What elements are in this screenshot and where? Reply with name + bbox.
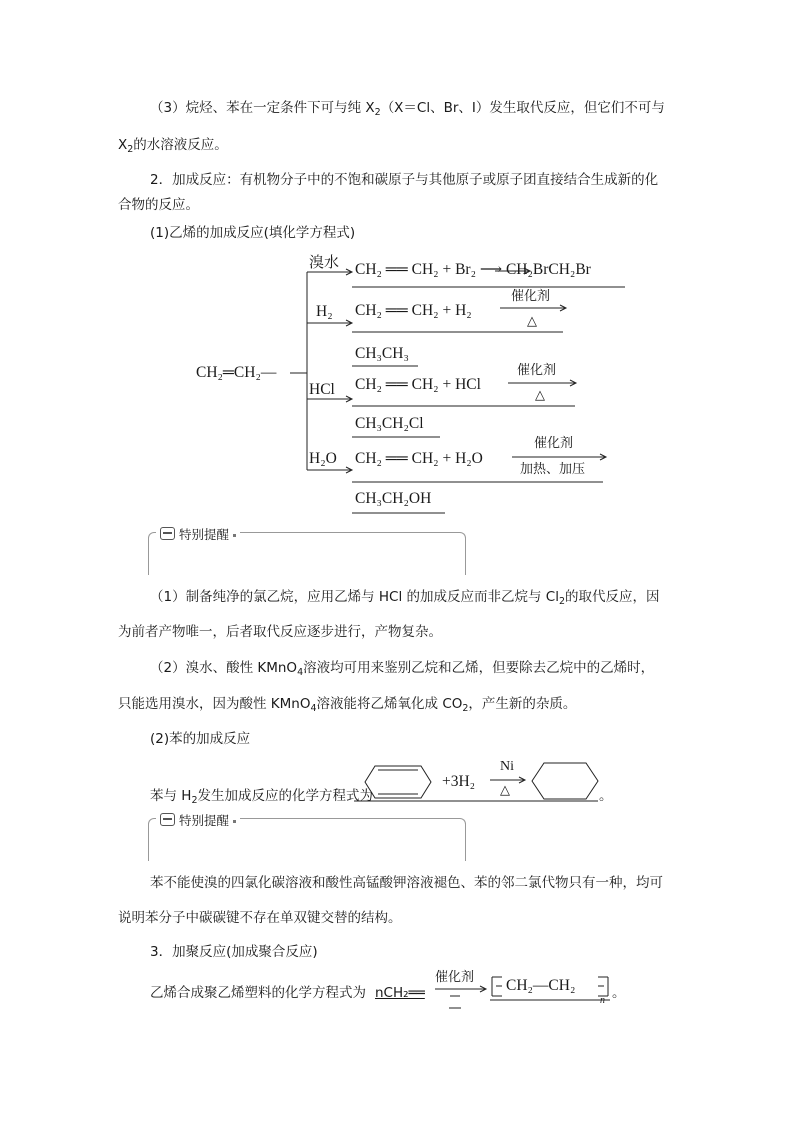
- product-ethane: CH₃CH₃: [355, 345, 409, 362]
- condition-catalyst-2: 催化剂: [517, 363, 557, 378]
- product-chloroethane: CH₃CH₂Cl: [355, 415, 424, 432]
- cyclohexane-ring: [532, 763, 598, 799]
- note-title-1: 特别提醒: [156, 525, 240, 543]
- paragraph-3-line2: $X_2$的水溶液反应。: [118, 137, 228, 155]
- reagent-hcl: HCl: [309, 381, 335, 398]
- condition-catalyst-3: 催化剂: [534, 436, 574, 451]
- benzene-catalyst: Ni: [500, 759, 514, 774]
- polymer-n: n: [600, 995, 605, 1006]
- section-3-heading: 3．加聚反应(加成聚合反应): [150, 944, 318, 960]
- reagent-water: H₂O: [309, 450, 337, 467]
- polymerization-reactant: nCH₂══: [375, 985, 425, 1001]
- subsection-1-title: (1)乙烯的加成反应(填化学方程式): [150, 225, 356, 241]
- note-icon: [160, 813, 175, 826]
- benzene-equation-text: 苯与 $H_2$发生加成反应的化学方程式为: [150, 788, 373, 806]
- note1-paragraph-2: （2）溴水、酸性 KMnO$_4$溶液均可用来鉴别乙烷和乙烯，但要除去乙烷中的乙烯时，: [150, 660, 655, 678]
- note2-line1: 苯不能使溴的四氯化碳溶液和酸性高锰酸钾溶液褪色、苯的邻二氯代物只有一种，均可: [150, 875, 663, 891]
- product-ethanol: CH₃CH₂OH: [355, 490, 432, 507]
- paragraph-3: （3）烷烃、苯在一定条件下可与纯 $X_2(X=Cl$、Br、I）发生取代反应，但它们不可与: [150, 100, 665, 118]
- condition-heat-1: △: [527, 314, 537, 329]
- equation-bromine: CH₂ ══ CH₂ + Br₂ ⟶ CH₂BrCH₂Br: [355, 261, 591, 278]
- note2-line2: 说明苯分子中碳碳键不存在单双键交替的结构。: [118, 910, 402, 926]
- ethylene-root: CH₂═CH₂—: [196, 364, 277, 381]
- reagent-bromine-water: 溴水: [309, 253, 340, 271]
- section-2-heading: 2．加成反应：有机物分子中的不饱和碳原子与其他原子或原子团直接结合生成新的化: [150, 172, 659, 188]
- condition-heat-2: △: [535, 388, 545, 403]
- polymerization-period: 。: [612, 985, 626, 1001]
- polymerization-catalyst: 催化剂: [435, 970, 475, 985]
- note1-paragraph-1: （1）制备纯净的氯乙烷，应用乙烯与 HCl 的加成反应而非乙烷与 $Cl_2$的取代反应，因: [150, 589, 660, 607]
- benzene-period: 。: [599, 788, 613, 804]
- equation-water: CH₂ ══ CH₂ + H₂O: [355, 450, 483, 467]
- polyethylene-unit: CH₂—CH₂: [506, 977, 576, 994]
- polymerization-text: 乙烯合成聚乙烯塑料的化学方程式为: [150, 985, 366, 1001]
- note-title-2: 特别提醒: [156, 811, 240, 829]
- benzene-heat: △: [500, 783, 510, 798]
- note1-paragraph-2-line2: 只能选用溴水，因为酸性 KMnO$_4$溶液能将乙烯氧化成 $CO_2$，产生新的杂质。: [118, 696, 577, 714]
- condition-catalyst-1: 催化剂: [511, 289, 551, 304]
- condition-heat-pressure: 加热、加压: [520, 462, 586, 477]
- benzene-ring: [365, 766, 431, 798]
- subsection-2-title: (2)苯的加成反应: [150, 731, 251, 747]
- equation-hcl: CH₂ ══ CH₂ + HCl: [355, 376, 481, 393]
- note1-paragraph-1-line2: 为前者产物唯一，后者取代反应逐步进行，产物复杂。: [118, 624, 442, 640]
- note-icon: [160, 527, 175, 540]
- reagent-hydrogen: H₂: [316, 303, 333, 320]
- section-2-line2: 合物的反应。: [118, 197, 199, 213]
- benzene-reagent: +3H₂: [442, 773, 476, 790]
- equation-hydrogen: CH₂ ══ CH₂ + H₂: [355, 302, 472, 319]
